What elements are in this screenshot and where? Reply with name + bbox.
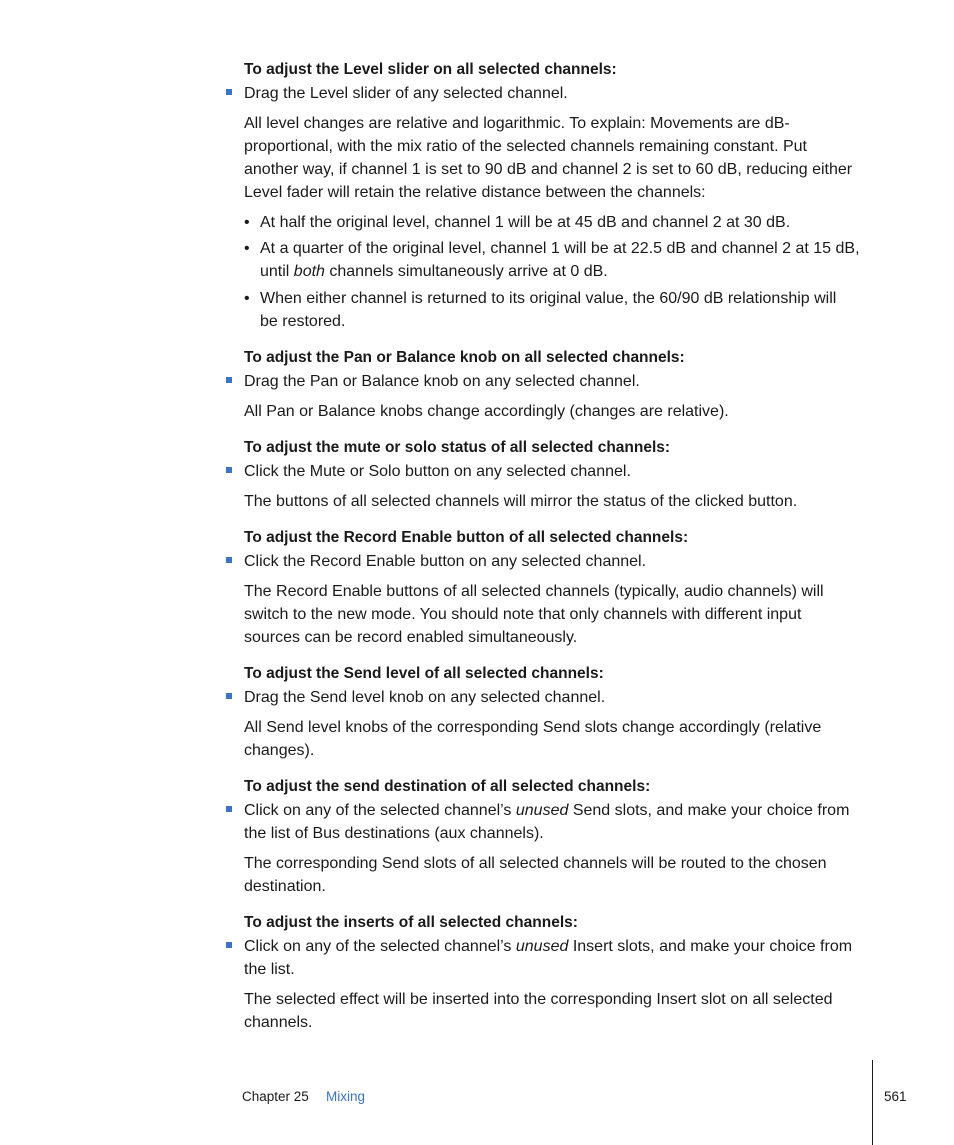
text-run: Click on any of the selected channel’s (244, 938, 516, 955)
paragraph-line: All level changes are relative and logarithmic. To explain: Movements are dB- (244, 115, 790, 132)
footer-divider (872, 1060, 873, 1145)
section-heading-send-level: To adjust the Send level of all selected channels: (244, 665, 604, 682)
section-heading-inserts: To adjust the inserts of all selected channels: (244, 914, 578, 931)
step-record-enable: Click the Record Enable button on any selected channel. (244, 553, 647, 570)
step-bullet-icon (226, 89, 232, 95)
paragraph-line: sources can be record enabled simultaneously. (244, 629, 578, 646)
list-item: At half the original level, channel 1 will be at 45 dB and channel 2 at 30 dB. (260, 214, 791, 231)
paragraph-line: The selected effect will be inserted into the corresponding Insert slot on all selected (244, 991, 833, 1008)
emphasis-text: both (293, 263, 325, 280)
step-bullet-icon (226, 942, 232, 948)
footer-section-link[interactable]: Mixing (326, 1089, 366, 1104)
list-item-continuation: be restored. (260, 313, 346, 330)
section-heading-level: To adjust the Level slider on all selected channels: (244, 61, 617, 78)
bullet-dot-icon: • (244, 290, 250, 307)
step-continuation: the list. (244, 961, 295, 978)
text-run: Insert slots, and make your choice from (568, 938, 853, 955)
step-bullet-icon (226, 806, 232, 812)
paragraph-line: All Send level knobs of the corresponding Send slots change accordingly (relative (244, 719, 822, 736)
emphasis-text: unused (515, 938, 569, 955)
section-heading-send-destination: To adjust the send destination of all selected channels: (244, 778, 651, 795)
step-send-destination (244, 799, 849, 822)
paragraph-line: All Pan or Balance knobs change accordingly (changes are relative). (244, 403, 729, 420)
page-number: 561 (884, 1089, 907, 1104)
section-heading-pan: To adjust the Pan or Balance knob on all selected channels: (244, 349, 685, 366)
paragraph-line: changes). (244, 742, 315, 759)
step-pan: Drag the Pan or Balance knob on any selected channel. (244, 373, 640, 390)
text-run: channels simultaneously arrive at 0 dB. (324, 263, 608, 280)
paragraph-line: proportional, with the mix ratio of the selected channels remaining constant. Put (244, 138, 807, 155)
list-item: At a quarter of the original level, channel 1 will be at 22.5 dB and channel 2 at 15 dB, (260, 240, 860, 257)
paragraph-line: The corresponding Send slots of all selected channels will be routed to the chosen (244, 855, 827, 872)
step-bullet-icon (226, 557, 232, 563)
text-run: Click on any of the selected channel’s (244, 802, 516, 819)
footer-chapter-label: Chapter 25 (242, 1089, 309, 1104)
text-run: until (260, 263, 294, 280)
step-bullet-icon (226, 693, 232, 699)
step-bullet-icon (226, 377, 232, 383)
step-bullet-icon (226, 467, 232, 473)
text-run: Send slots, and make your choice from (568, 802, 850, 819)
section-heading-mute-solo: To adjust the mute or solo status of all selected channels: (244, 439, 671, 456)
list-item: When either channel is returned to its original value, the 60/90 dB relationship will (260, 290, 837, 307)
step-send-level: Drag the Send level knob on any selected channel. (244, 689, 606, 706)
list-item-continuation (260, 260, 608, 283)
step-level: Drag the Level slider of any selected channel. (244, 85, 568, 102)
paragraph-line: destination. (244, 878, 326, 895)
step-continuation: the list of Bus destinations (aux channels). (244, 825, 544, 842)
paragraph-line: The buttons of all selected channels will mirror the status of the clicked button. (244, 493, 798, 510)
step-mute-solo: Click the Mute or Solo button on any selected channel. (244, 463, 631, 480)
bullet-dot-icon: • (244, 214, 250, 231)
paragraph-line: Level fader will retain the relative distance between the channels: (244, 184, 706, 201)
paragraph-line: another way, if channel 1 is set to 90 dB and channel 2 is set to 60 dB, reducing either (244, 161, 853, 178)
paragraph-line: channels. (244, 1014, 313, 1031)
bullet-dot-icon: • (244, 240, 250, 257)
emphasis-text: unused (515, 802, 569, 819)
section-heading-record-enable: To adjust the Record Enable button of all selected channels: (244, 529, 689, 546)
paragraph-line: switch to the new mode. You should note that only channels with different input (244, 606, 802, 623)
step-inserts (244, 935, 852, 958)
paragraph-line: The Record Enable buttons of all selected channels (typically, audio channels) will (244, 583, 824, 600)
